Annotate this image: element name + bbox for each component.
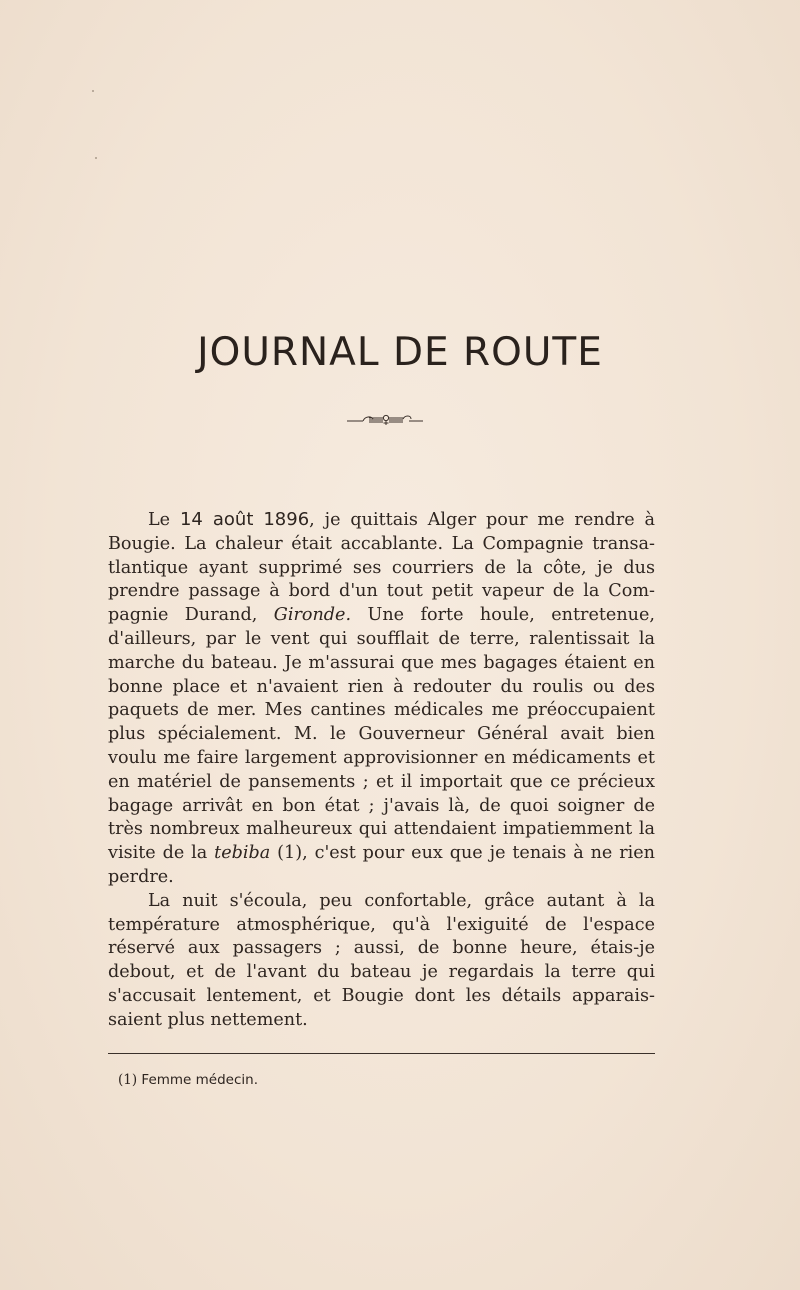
footnote [118, 1072, 258, 1088]
paragraph-2: La nuit s'écoula, peu confortable, grâce autant à la température atmosphérique, qu'à l'exiguité de l'espace réservé aux passagers ; aussi, de bonne heure, étais-je debout, et de l'avant du bateau je regardais la terre qui s'accusait lentement, et Bougie dont les détails apparaissaient plus nettement. [108, 890, 655, 1030]
text-run: (1), c'est pour eux que je tenais à ne rien perdre. [108, 843, 655, 887]
footnote-text: Femme médecin. [137, 1072, 258, 1088]
ship-name: Gironde. [273, 605, 352, 626]
text-le: Le [148, 510, 180, 530]
paper-speck [92, 90, 94, 92]
footnote-number: (1) [118, 1072, 138, 1088]
date: 14 août 1896 [179, 509, 310, 530]
body-text [108, 508, 655, 1033]
page-title: JOURNAL DE ROUTE [197, 330, 603, 375]
paper-speck [95, 157, 97, 159]
tebiba-term: tebiba [214, 843, 271, 864]
paragraph-1 [108, 508, 655, 890]
text-run: Une forte houle, entretenue, d'ailleurs, par le vent qui soufflait de terre, ralentissait la marche du bateau. Je m'assurai que mes bagages étaient en bonne place et n'avaient rien à redouter du roulis ou des paquets de mer. Mes cantines médicales me préoccupaient plus spécialement. M. le Gouverneur Général avait bien voulu me faire largement approvisionner en médicaments et en matériel de pansements ; et il importait que ce précieux bagage arrivât en bon état ; j'avais là, de quoi soigner de très nombreux malheureux qui attendaient impatiemment la visite de la [108, 605, 656, 864]
footnote-divider [108, 1053, 655, 1054]
text-run: , je quittais Alger pour me rendre à Bougie. La chaleur était accablante. La Compagnie transatlantique ayant supprimé ses courriers de la côte, je dus prendre passage à bord d'un tout petit vapeur de la Compagnie Durand, [108, 510, 655, 626]
ornamental-flourish-icon [345, 412, 425, 426]
